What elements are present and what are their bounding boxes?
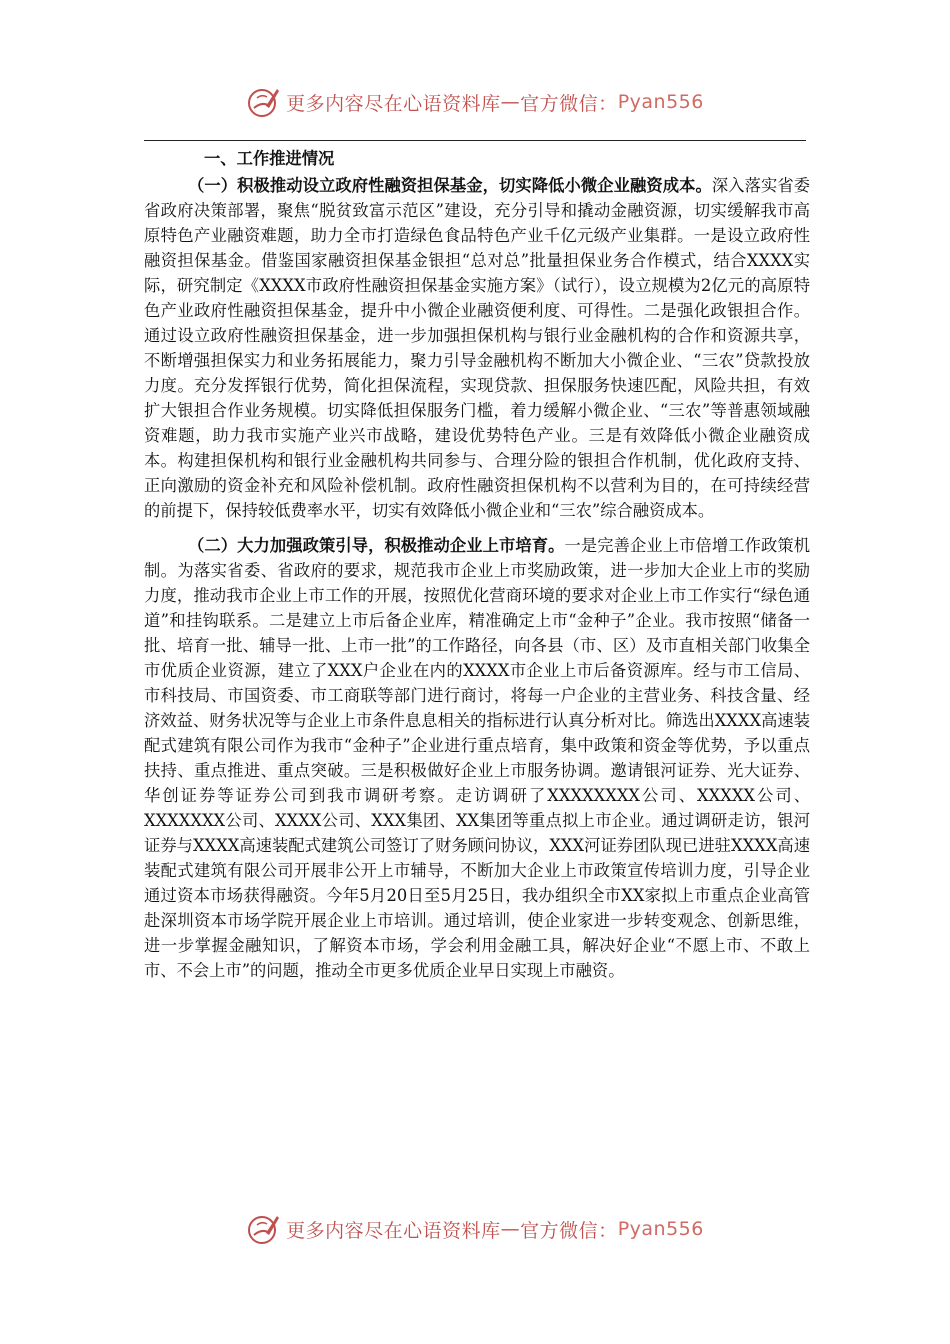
paragraph-1-body: 深入落实省委省政府决策部署，聚焦“脱贫致富示范区”建设，充分引导和撬动金融资源，切实缓解我市高原特色产业融资难题，助力全市打造绿色食品特色产业千亿元级产业集群。一是设立政府性融资担保基金。借鉴国家融资担保基金银担“总对总”批量担保业务合作模式，结合XXXX实际，研究制定《XXXX市政府性融资担保基金实施方案》（试行），设立规模为2亿元的高原特色产业政府性融资担保基金，提升中小微企业融资便利度、可得性。二是强化政银担合作。通过设立政府性融资担保基金，进一步加强担保机构与银行业金融机构的合作和资源共享，不断增强担保实力和业务拓展能力，聚力引导金融机构不断加大小微企业、“三农”贷款投放力度。充分发挥银行优势，简化担保流程，实现贷款、担保服务快速匹配，风险共担，有效扩大银担合作业务规模。切实降低担保服务门槛，着力缓解小微企业、“三农”等普惠领域融资难题，助力我市实施产业兴市战略，建设优势特色产业。三是有效降低小微企业融资成本。构建担保机构和银行业金融机构共同参与、合理分险的银担合作机制，优化政府支持、正向激励的资金补充和风险补偿机制。政府性融资担保机构不以营利为目的，在可持续经营的前提下，保持较低费率水平，切实有效降低小微企业和“三农”综合融资成本。: [144, 176, 810, 520]
banner-handle: Pyan556: [617, 1218, 704, 1240]
book-pen-logo-icon: [246, 84, 282, 120]
banner-text: 更多内容尽在心语资料库: [286, 92, 501, 115]
header-watermark-banner: [0, 80, 950, 124]
paragraph-1: [144, 173, 810, 523]
banner-handle: Pyan556: [617, 91, 704, 113]
paragraph-1-title: （一）积极推动设立政府性融资担保基金，切实降低小微企业融资成本。: [188, 176, 712, 195]
footer-watermark-banner: [0, 1207, 950, 1251]
banner-label: 官方微信：: [520, 1219, 618, 1242]
banner-dash: —: [500, 91, 521, 113]
paragraph-2: [144, 533, 810, 983]
header-rule: [144, 140, 806, 141]
banner-text: 更多内容尽在心语资料库: [286, 1219, 501, 1242]
banner-dash: —: [500, 1218, 521, 1240]
banner-label: 官方微信：: [520, 92, 618, 115]
book-pen-logo-icon: [246, 1211, 282, 1247]
section-heading: 一、工作推进情况: [204, 149, 335, 168]
paragraph-2-title: （二）大力加强政策引导，积极推动企业上市培育。: [188, 536, 565, 555]
paragraph-2-body: 一是完善企业上市倍增工作政策机制。为落实省委、省政府的要求，规范我市企业上市奖励政策，进一步加大企业上市的奖励力度，推动我市企业上市工作的开展，按照优化营商环境的要求对企业上市工作实行“绿色通道”和挂钩联系。二是建立上市后备企业库，精准确定上市“金种子”企业。我市按照“储备一批、培育一批、辅导一批、上市一批”的工作路径，向各县（市、区）及市直相关部门收集全市优质企业资源，建立了XXX户企业在内的XXXX市企业上市后备资源库。经与市工信局、市科技局、市国资委、市工商联等部门进行商讨，将每一户企业的主营业务、科技含量、经济效益、财务状况等与企业上市条件息息相关的指标进行认真分析对比。筛选出XXXX高速装配式建筑有限公司作为我市“金种子”企业进行重点培育，集中政策和资金等优势，予以重点扶持、重点推进、重点突破。三是积极做好企业上市服务协调。邀请银河证券、光大证券、华创证券等证券公司到我市调研考察。走访调研了XXXXXXXX公司、XXXXX公司、XXXXXXX公司、XXXX公司、XXX集团、XX集团等重点拟上市企业。通过调研走访，银河证券与XXXX高速装配式建筑公司签订了财务顾问协议，XXX河证券团队现已进驻XXXX高速装配式建筑有限公司开展非公开上市辅导，不断加大企业上市政策宣传培训力度，引导企业通过资本市场获得融资。今年5月20日至5月25日，我办组织全市XX家拟上市重点企业高管赴深圳资本市场学院开展企业上市培训。通过培训，使企业家进一步转变观念、创新思维，进一步掌握金融知识，了解资本市场，学会利用金融工具，解决好企业“不愿上市、不敢上市、不会上市”的问题，推动全市更多优质企业早日实现上市融资。: [144, 536, 810, 980]
document-body: [144, 146, 810, 983]
